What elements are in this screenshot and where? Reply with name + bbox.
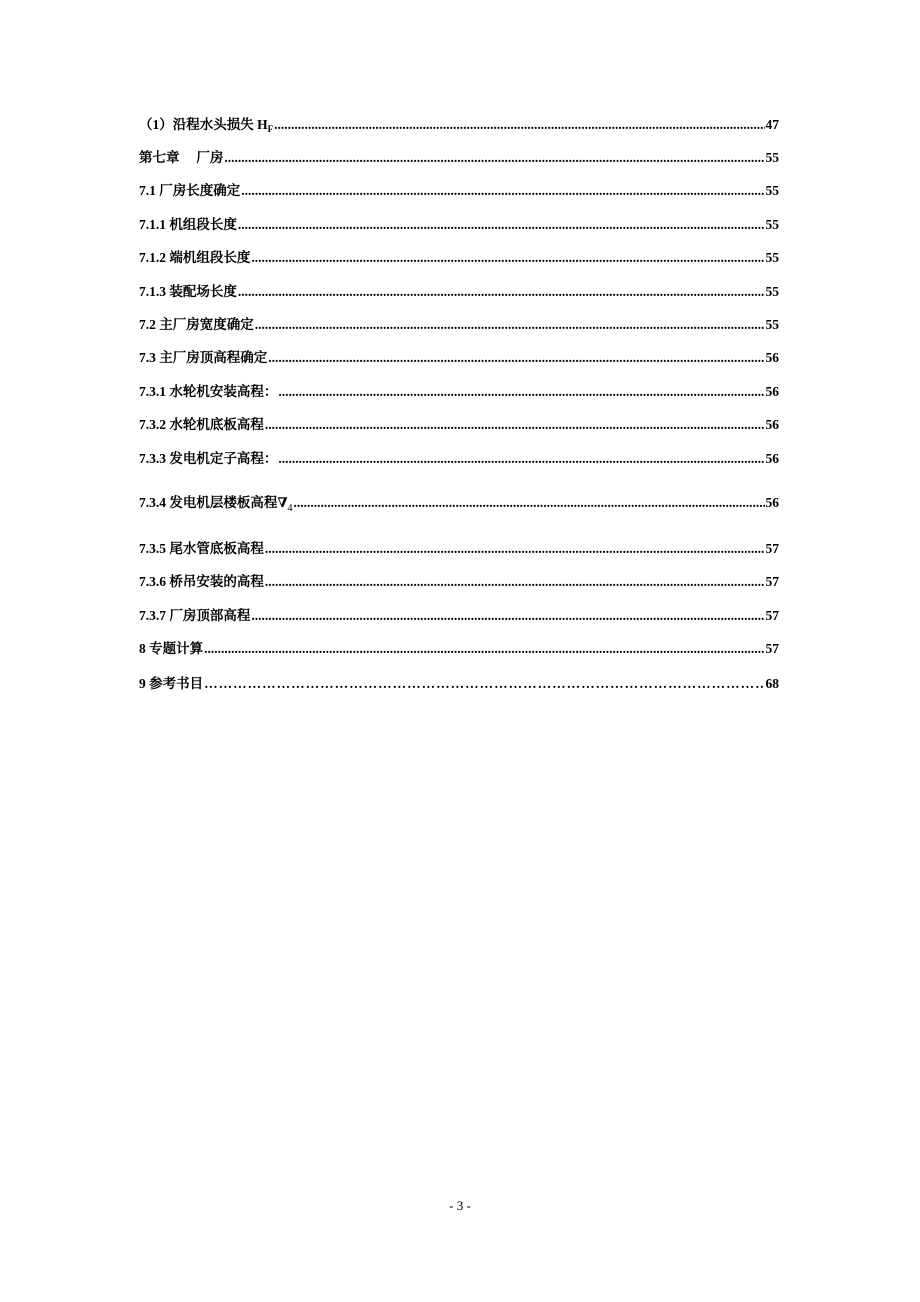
toc-dot-leader [255, 316, 765, 334]
toc-entry-title: 7.3.7 厂房顶部高程 [139, 608, 251, 623]
toc-entry-title: 7.3.3 发电机定子高程： [139, 451, 278, 466]
toc-page-number: 55 [765, 217, 779, 232]
toc-entry-title: 7.3 主厂房顶高程确定 [139, 350, 268, 365]
page-footer-number: - 3 - [449, 1198, 471, 1213]
toc-entry-title: （1）沿程水头损失 $H_F$ [139, 117, 274, 134]
toc-dot-leader [294, 494, 765, 512]
toc-entry-title: 7.2 主厂房宽度确定 [139, 317, 254, 332]
toc-dot-leader [238, 283, 765, 301]
toc-dot-leader [268, 349, 764, 367]
toc-entry-title: 8 专题计算 [139, 641, 204, 656]
toc-entry-7-3-3[interactable] [139, 450, 779, 468]
toc-dot-leader [278, 383, 764, 401]
toc-dot-leader [278, 450, 764, 468]
toc-entry-title: 第七章 厂房 [139, 150, 224, 165]
toc-entry-7-3-2[interactable] [139, 416, 779, 434]
toc-entry-title: 7.3.4 发电机层楼板高程$\nabla_4$ [139, 495, 293, 514]
toc-page-number: 57 [765, 574, 779, 589]
toc-dot-leader [274, 116, 764, 134]
toc-dot-leader [265, 416, 765, 434]
toc-page-number: 47 [765, 117, 779, 132]
toc-dot-leader [241, 182, 764, 200]
toc-entry-7-3-1[interactable] [139, 383, 779, 401]
toc-entry-7-1-2[interactable] [139, 249, 779, 267]
toc-page-number: 55 [765, 150, 779, 165]
toc-entry-7-3[interactable] [139, 349, 779, 367]
toc-entry-7-3-7[interactable] [139, 607, 779, 625]
toc-entry-7-2[interactable] [139, 316, 779, 334]
toc-entry-title: 9 参考书目 [139, 676, 204, 691]
toc-page-number: 55 [765, 284, 779, 299]
toc-page-number: 57 [765, 608, 779, 623]
toc-page-number: 56 [765, 350, 779, 365]
toc-page-number: 55 [765, 250, 779, 265]
toc-page-number: 56 [765, 451, 779, 466]
toc-entry-9[interactable] [139, 675, 779, 693]
toc-entry-7-1-1[interactable] [139, 216, 779, 234]
toc-page-number: 57 [765, 641, 779, 656]
toc-entry-7-3-5[interactable] [139, 540, 779, 558]
toc-entry-7-3-6[interactable] [139, 573, 779, 591]
toc-page-number: 56 [765, 417, 779, 432]
toc-entry-title: 7.1.2 端机组段长度 [139, 250, 251, 265]
toc-page-number: 55 [765, 183, 779, 198]
toc-entry-title: 7.3.5 尾水管底板高程 [139, 541, 264, 556]
toc-page-number: 56 [765, 384, 779, 399]
toc-dot-leader [265, 540, 765, 558]
toc-dot-leader [204, 675, 764, 693]
toc-entry-title: 7.3.1 水轮机安装高程： [139, 384, 278, 399]
toc-dot-leader [204, 640, 764, 658]
toc-dot-leader [251, 249, 764, 267]
toc-page-number: 56 [765, 495, 779, 510]
toc-page-number: 57 [765, 541, 779, 556]
toc-dot-leader [224, 149, 764, 167]
toc-dot-leader [238, 216, 765, 234]
toc-entry-title: 7.1.1 机组段长度 [139, 217, 237, 232]
toc-dot-leader [265, 573, 765, 591]
toc-page-number: 55 [765, 317, 779, 332]
toc-entry-8[interactable] [139, 640, 779, 658]
toc-entry-title: 7.3.6 桥吊安装的高程 [139, 574, 264, 589]
toc-entry-7-3-4[interactable] [139, 494, 779, 518]
toc-entry-title: 7.3.2 水轮机底板高程 [139, 417, 264, 432]
toc-entry-title: 7.1 厂房长度确定 [139, 183, 241, 198]
toc-entry-7-1-3[interactable] [139, 283, 779, 301]
toc-page-number: 68 [765, 676, 779, 691]
toc-entry-friction-head-loss[interactable] [139, 116, 779, 138]
toc-entry-title: 7.1.3 装配场长度 [139, 284, 237, 299]
toc-dot-leader [251, 607, 764, 625]
toc-entry-chapter-7[interactable] [139, 149, 779, 167]
toc-entry-7-1[interactable] [139, 182, 779, 200]
